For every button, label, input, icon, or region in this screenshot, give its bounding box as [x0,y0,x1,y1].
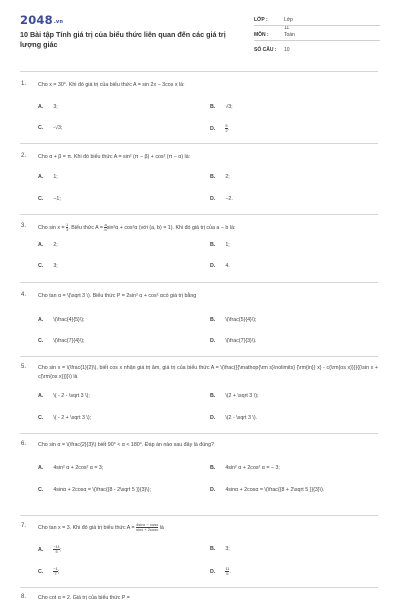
fraction: $\frac{1}{3}$ [66,222,69,232]
meta-value: Lớp 11 [284,17,293,31]
question-text: Cho sin x = $\frac{1}{3}$ . Biểu thức A = $\frac{a}{b}$ sin²α + cos²α (với (a, b) = 1). Khi đó giá trị của a − b là: [38,222,236,232]
option-c[interactable]: C. 3; [38,263,58,269]
divider [254,25,380,26]
divider [20,71,378,72]
option-text: 2; [53,242,58,248]
document-header [0,0,400,70]
option-text: \(\frac{7}{4}\); [53,338,85,344]
option-text: 1; [53,174,58,180]
option-c[interactable]: C. −1; [38,196,61,202]
option-d[interactable]: D. −2. [210,196,233,202]
option-text: 3; [53,263,58,269]
option-a[interactable]: A. 1; [38,174,58,180]
question-number: 2. [21,153,27,159]
divider [254,40,380,41]
question-text: Cho sin α = \(\frac{2}{3}\) biết 90° < α < 180°. Đáp án nào sau đây là đúng? [38,442,215,448]
question-number: 3. [21,223,27,229]
question-number: 8. [21,594,27,600]
option-b[interactable]: B. 4sin² α + 2cos² α = − 3; [210,465,280,471]
document-title: 10 Bài tập Tính giá trị của biểu thức liên quan đến các giá trị lượng giác [20,30,226,49]
option-a[interactable]: A. 4sin² α + 2cos² α = 3; [38,465,104,471]
option-text: \( - 2 - \sqrt 3 \); [53,393,90,399]
fraction: $\frac{11}{5}$ [225,566,230,576]
option-d[interactable]: D. 4sinα + 2cosα = \(\frac{{8 + 2\sqrt 5 }}{3}\). [210,487,325,493]
option-a[interactable]: A. \(\frac{4}{5}\); [38,317,85,323]
option-c[interactable]: C. 4sinα + 2cosα = \(\frac{{8 - 2\sqrt 5 }}{3}\); [38,487,152,493]
question-number: 1. [21,81,27,87]
option-b[interactable]: B. 1; [210,242,230,248]
option-d[interactable]: D. 4. [210,263,230,269]
option-text: −2. [225,196,233,202]
meta-value: 10 [284,47,290,53]
fraction: $\frac{a}{b}$ [104,222,107,232]
question-text: Cho tan α = \(\sqrt 3 \). Biểu thức P = 2sin² α + cos² αcó giá trị bằng [38,293,197,299]
option-text: 3; [53,104,58,110]
option-a[interactable]: A. 3; [38,104,58,110]
option-a[interactable]: A. 2; [38,242,58,248]
option-text: \(\frac{5}{4}\); [225,317,257,323]
option-c[interactable]: C. -√3; [38,125,63,131]
option-d[interactable]: D. $\frac{5}{2}$ . [210,123,230,133]
option-text: 4sin² α + 2cos² α = − 3; [225,465,280,471]
question-text: Cho tan x = 3. Khi đó giá trị biểu thức A = $\frac{4\sin x - \cos x}{\sin x + 2\cos x}$ là [38,522,164,532]
option-text: -√3; [53,125,63,131]
option-text: \( - 2 + \sqrt 3 \); [53,415,92,421]
divider [20,282,378,283]
question-text: Cho α + β = π. Khi đó biểu thức A = sin² (π − β) + cos² (π − α) là: [38,154,191,160]
fraction: $\frac{5}{2}$ [225,123,228,133]
option-b[interactable]: B. √3; [210,104,233,110]
divider [20,356,378,357]
meta-value: Toán [284,32,295,38]
option-c[interactable]: C. \( - 2 + \sqrt 3 \); [38,415,92,421]
option-b[interactable]: B. 2; [210,174,230,180]
question-text: Cho sin x = \(\frac{1}{2}\), biết cos x nhận giá trị âm, giá trị của biểu thức A = \(\frac{{{\mathop{\rm s}\nolimits} {\rm{in}} x} - c{\rm{os x}}}}{{\sin x + c{\rm{os x}}}}\) là [38,365,378,380]
meta-label: LỚP : [254,17,268,23]
fraction: $\frac{-1}{7}$ [53,566,58,576]
option-text: \(\frac{4}{5}\); [53,317,85,323]
meta-label: SỐ CÂU : [254,47,277,53]
option-a[interactable]: A. $\frac{-11}{5}$ ; [38,544,62,554]
question-number: 7. [21,523,27,529]
option-b[interactable]: B. \(2 + \sqrt 3 \); [210,393,259,399]
option-c[interactable]: C. $\frac{-1}{7}$ ; [38,566,60,576]
option-text: −1; [53,196,61,202]
fraction: $\frac{-11}{5}$ [53,544,60,554]
option-text: 4. [225,263,230,269]
meta-label: MÔN : [254,32,269,38]
question-number: 6. [21,441,27,447]
divider [20,214,378,215]
option-text: 1; [225,242,230,248]
site-logo[interactable]: 2048.vn [20,13,64,27]
divider [20,587,378,588]
option-d[interactable]: D. \(\frac{7}{3}\). [210,338,257,344]
divider [20,515,378,516]
option-text: 2; [225,174,230,180]
option-a[interactable]: A. \( - 2 - \sqrt 3 \); [38,393,90,399]
option-text: 4sin² α + 2cos² α = 3; [53,465,104,471]
option-text: 4sinα + 2cosα = \(\frac{{8 - 2\sqrt 5 }}{3}\); [53,487,152,493]
option-d[interactable]: D. $\frac{11}{5}$ . [210,566,231,576]
divider [20,143,378,144]
option-text: √3; [225,104,233,110]
option-d[interactable]: D. \(2 - \sqrt 3 \). [210,415,258,421]
option-b[interactable]: B. \(\frac{5}{4}\); [210,317,257,323]
divider [20,433,378,434]
option-text: \(2 - \sqrt 3 \). [225,415,258,421]
option-b[interactable]: B. 3; [210,546,230,552]
question-text: Cho x = 30°. Khi đó giá trị của biểu thức A = sin 2x − 3cos x là: [38,82,185,88]
option-text: \(2 + \sqrt 3 \); [225,393,259,399]
question-number: 5. [21,364,27,370]
option-text: 4sinα + 2cosα = \(\frac{{8 + 2\sqrt 5 }}{3}\). [225,487,325,493]
fraction: $\frac{4\sin x - \cos x}{\sin x + 2\cos x}$ [136,522,159,532]
question-text: Cho cot α = 2. Giá trị của biểu thức P = [38,595,130,601]
option-text: \(\frac{7}{3}\). [225,338,257,344]
question-number: 4. [21,292,27,298]
option-text: 3; [225,546,230,552]
option-c[interactable]: C. \(\frac{7}{4}\); [38,338,85,344]
